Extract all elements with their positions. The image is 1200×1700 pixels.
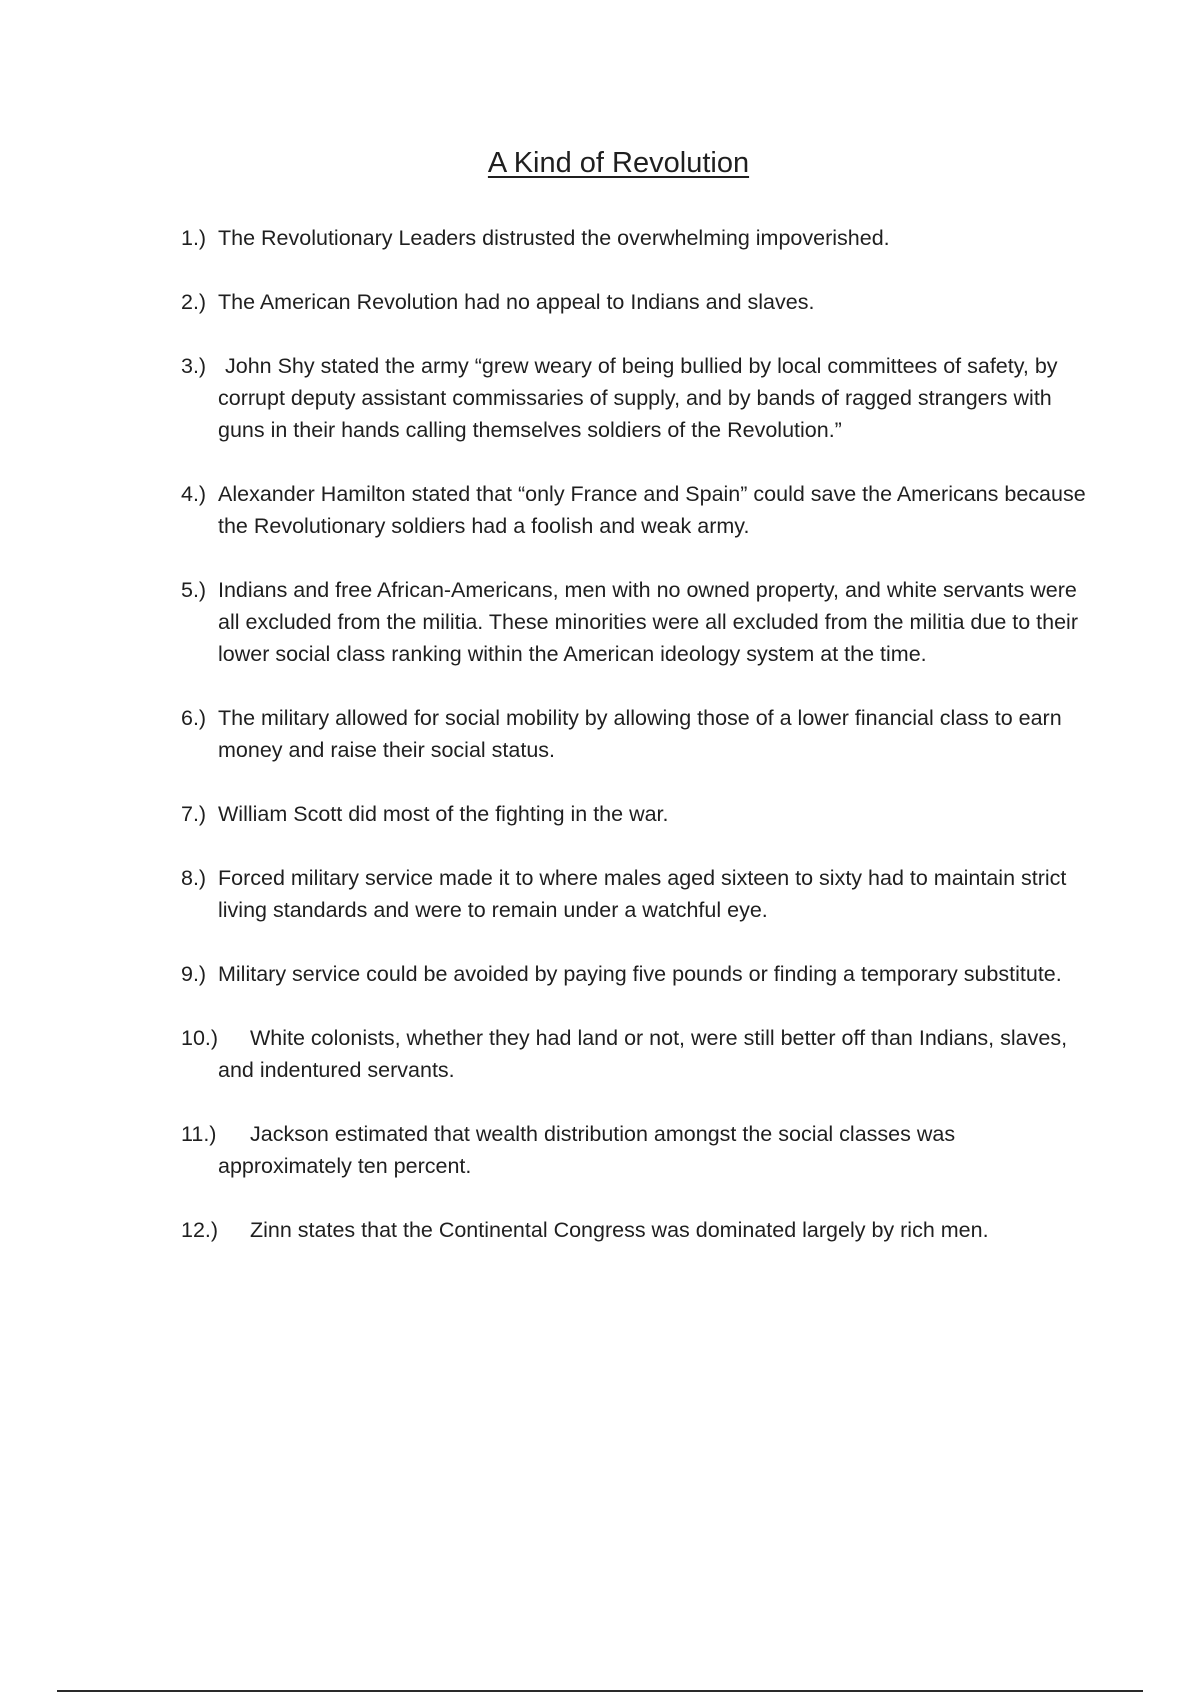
list-item: [181, 798, 1093, 830]
list-item: [181, 350, 1093, 446]
item-text: Indians and free African-Americans, men with no owned property, and white servants were all excluded from the militia. These minorities were all excluded from the militia due to their lower social class ranking within the American ideology system at the time.: [218, 578, 1078, 666]
item-text: The Revolutionary Leaders distrusted the overwhelming impoverished.: [218, 226, 890, 250]
item-number: 11.): [181, 1122, 217, 1146]
item-number: 8.): [181, 866, 207, 890]
list-item: [181, 286, 1093, 318]
item-text: Zinn states that the Continental Congress was dominated largely by rich men.: [250, 1218, 989, 1242]
list-item: [181, 222, 1093, 254]
numbered-list: [181, 222, 1093, 1278]
item-number: 3.): [181, 354, 207, 378]
item-number: 4.): [181, 482, 207, 506]
item-text: The military allowed for social mobility by allowing those of a lower financial class to earn money and raise their social status.: [218, 706, 1062, 762]
footer-rule: [57, 1690, 1143, 1692]
item-text: The American Revolution had no appeal to Indians and slaves.: [218, 290, 815, 314]
item-text: Jackson estimated that wealth distribution amongst the social classes was approximately ten percent.: [218, 1122, 956, 1178]
item-number: 7.): [181, 802, 207, 826]
list-item: [181, 862, 1093, 926]
list-item: [181, 1022, 1093, 1086]
item-number: 5.): [181, 578, 207, 602]
item-number: 9.): [181, 962, 207, 986]
item-text: John Shy stated the army “grew weary of being bullied by local committees of safety, by corrupt deputy assistant commissaries of supply, and by bands of ragged strangers with guns in their hands calling themselves soldiers of the Revolution.”: [218, 354, 1058, 442]
list-item: [181, 1118, 1093, 1182]
document-title: A Kind of Revolution: [487, 147, 750, 179]
item-text: Alexander Hamilton stated that “only France and Spain” could save the Americans because the Revolutionary soldiers had a foolish and weak army.: [218, 482, 1086, 538]
item-text: White colonists, whether they had land or not, were still better off than Indians, slaves, and indentured servants.: [218, 1026, 1068, 1082]
list-item: [181, 958, 1093, 990]
item-number: 2.): [181, 290, 207, 314]
list-item: [181, 478, 1093, 542]
list-item: [181, 574, 1093, 670]
item-number: 10.): [181, 1026, 219, 1050]
item-number: 12.): [181, 1218, 219, 1242]
item-text: William Scott did most of the fighting in the war.: [218, 802, 669, 826]
item-text: Forced military service made it to where males aged sixteen to sixty had to maintain strict living standards and were to remain under a watchful eye.: [218, 866, 1067, 922]
list-item: [181, 1214, 1093, 1246]
item-number: 6.): [181, 706, 207, 730]
item-number: 1.): [181, 226, 207, 250]
item-text: Military service could be avoided by paying five pounds or finding a temporary substitute.: [218, 962, 1062, 986]
list-item: [181, 702, 1093, 766]
